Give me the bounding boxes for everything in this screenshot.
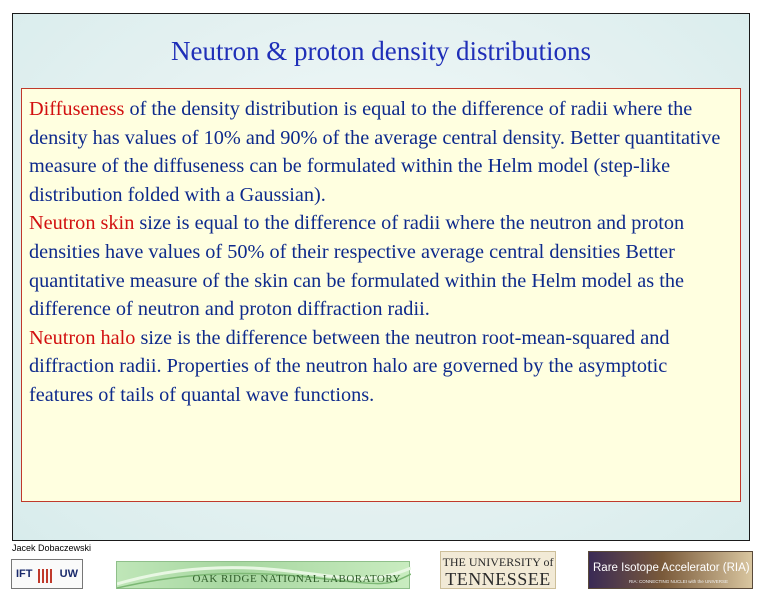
keyword-diffuseness: Diffuseness — [29, 98, 125, 120]
text-neutron-halo: size is the difference between the neutron root-mean-squared and diffraction radii. Properties of the neutron halo are governed by the asymptotic features of tails of quantal wave functions. — [29, 326, 670, 406]
utk-logo-bottom: TENNESSEE — [445, 569, 551, 589]
ria-logo-main: Rare Isotope Accelerator (RIA) — [593, 562, 750, 574]
ria-logo — [588, 551, 753, 589]
keyword-neutron-skin: Neutron skin — [29, 212, 135, 235]
ornl-logo-text: OAK RIDGE NATIONAL LABORATORY — [192, 573, 401, 585]
text-diffuseness: of the density distribution is equal to the difference of radii where the density has values of 10% and 90% of the average central density. Better quantitative measure of the diffuseness can be formulated within the Helm model (step-like distribution folded with a Gaussian). — [29, 98, 721, 206]
ornl-logo — [116, 561, 410, 589]
paragraph-diffuseness — [29, 95, 732, 209]
utk-logo — [440, 551, 556, 589]
footer — [0, 541, 763, 597]
paragraph-neutron-halo — [29, 324, 732, 410]
utk-logo-top: THE UNIVERSITY of — [442, 555, 554, 569]
ift-uw-logo — [11, 559, 83, 589]
ria-logo-sub: RIA: CONNECTING NUCLEI with the UNIVERSE — [629, 579, 729, 584]
definitions-box — [21, 88, 741, 502]
slide-title: Neutron & proton density distributions — [171, 36, 591, 66]
slide — [12, 13, 750, 541]
ift-logo-right: UW — [59, 568, 78, 580]
keyword-neutron-halo: Neutron halo — [29, 326, 136, 349]
text-neutron-skin: size is equal to the difference of radii where the neutron and proton densities have values of 50% of their respective average central densities Better quantitative measure of the skin can be formulated within the Helm model as the difference of neutron and proton diffraction radii. — [29, 212, 685, 321]
author-name: Jacek Dobaczewski — [12, 543, 92, 553]
paragraph-neutron-skin — [29, 209, 732, 323]
ift-logo-left: IFT — [16, 568, 33, 580]
pillars-icon — [38, 565, 54, 583]
